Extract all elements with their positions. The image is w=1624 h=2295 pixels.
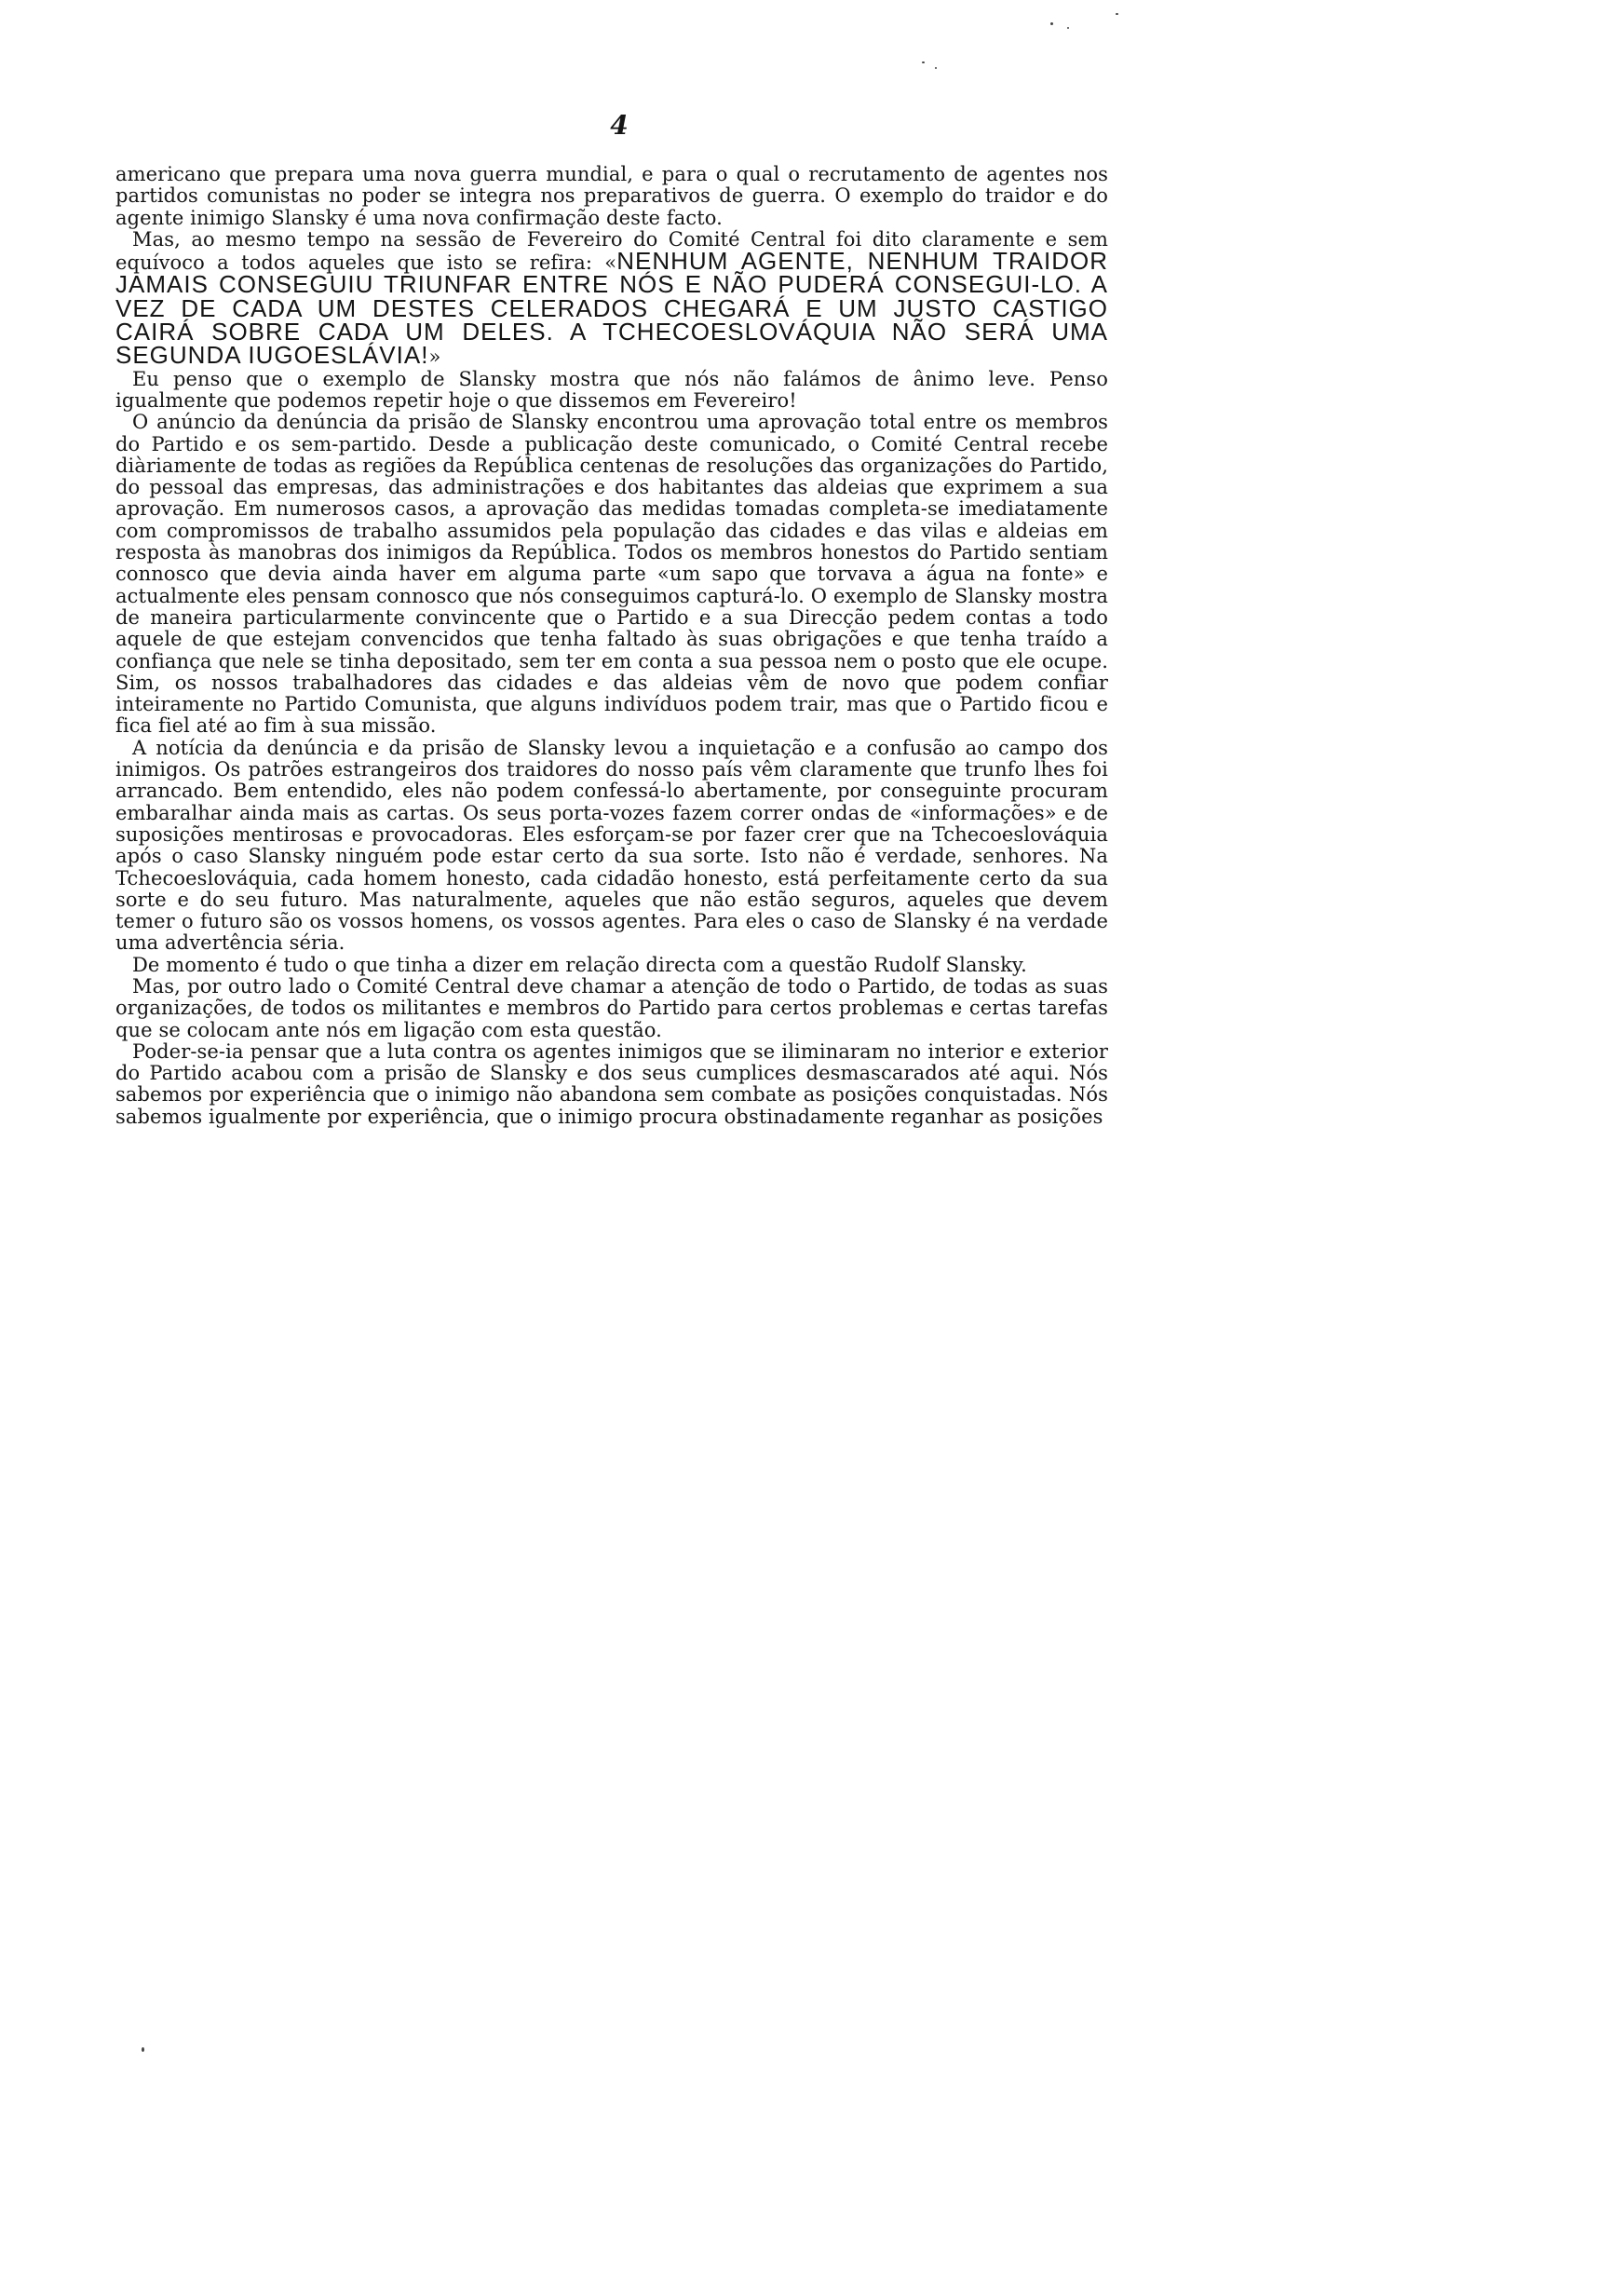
paragraph-2-lead: Mas, ao mesmo tempo na sessão de Fevereiro do Comité Central foi dito claramente e sem equívoco a todos aqueles que isto se refira: « <box>115 227 1108 275</box>
page-number: 4 <box>610 110 629 141</box>
paragraph-5: A notícia da denúncia e da prisão de Slansky levou a inquietação e a confusão ao campo dos inimigos. Os patrões estrangeiros dos traidores do nosso país vêm claramente que trunfo lhes foi arrancado. Bem entendido, eles não podem confessá-lo abertamente, por conseguinte procuram embaralhar ainda mais as cartas. Os seus porta-vozes fazem correr ondas de «informações» e de suposições mentirosas e provocadoras. Eles esforçam-se por fazer crer que na Tchecoeslováquia após o caso Slansky ninguém pode estar certo da sua sorte. Isto não é verdade, senhores. Na Tchecoeslováquia, cada homem honesto, cada cidadão honesto, está perfeitamente certo da sua sorte e do seu futuro. Mas naturalmente, aqueles que não estão seguros, aqueles que devem temer o futuro são os vossos homens, os vossos agentes. Para eles o caso de Slansky é na verdade uma advertência séria. <box>115 736 1108 955</box>
paragraph-6: De momento é tudo o que tinha a dizer em relação directa com a questão Rudolf Slansky. <box>132 953 1027 976</box>
scan-speck <box>1067 27 1069 29</box>
scan-speck <box>1050 22 1053 25</box>
paragraph-8: Poder-se-ia pensar que a luta contra os agentes inimigos que se iliminaram no interior e exterior do Partido acabou com a prisão de Slansky e dos seus cumplices desmascarados até aqui. Nós sabemos por experiência que o inimigo não abandona sem combate as posições conquistadas. Nós sabemos igualmente por experiência, que o inimigo procura obstinadamente reganhar as posições <box>115 1039 1108 1128</box>
paragraph-3: Eu penso que o exemplo de Slansky mostra que nós não falámos de ânimo leve. Penso igualmente que podemos repetir hoje o que dissemos em Fevereiro! <box>115 367 1108 412</box>
article-body <box>115 164 1108 1128</box>
scan-speck <box>922 61 925 63</box>
paragraph-2 <box>115 229 1108 369</box>
scan-speck <box>1116 13 1118 15</box>
paragraph-7: Mas, por outro lado o Comité Central deve chamar a atenção de todo o Partido, de todas as suas organizações, de todos os militantes e membros do Partido para certos problemas e certas tarefas que se colocam ante nós em ligação com esta questão. <box>115 974 1108 1041</box>
paragraph-1: americano que prepara uma nova guerra mundial, e para o qual o recrutamento de agentes nos partidos comunistas no poder se integra nos preparativos de guerra. O exemplo do traidor e do agente inimigo Slansky é uma nova confirmação deste facto. <box>115 163 1108 229</box>
scan-speck <box>935 67 937 69</box>
scan-speck <box>142 2047 144 2052</box>
paragraph-2-quote-emphasis: NENHUM AGENTE, NENHUM TRAIDOR JAMAIS CONSEGUIU TRIUNFAR ENTRE NÓS E NÃO PUDERÁ CONSEGUI-LO. A VEZ DE CADA UM DESTES CELERADOS CHEGARÁ E UM JUSTO CASTIGO CAIRÁ SOBRE CADA UM DELES. A TCHECOESLOVÁQUIA NÃO SERÁ UMA SEGUNDA IUGOESLÁVIA! <box>115 247 1108 370</box>
paragraph-2-quote-close: » <box>428 346 441 369</box>
paragraph-4: O anúncio da denúncia da prisão de Slansky encontrou uma aprovação total entre os membros do Partido e os sem-partido. Desde a publicação deste comunicado, o Comité Central recebe diàriamente de todas as regiões da República centenas de resoluções das organizações do Partido, do pessoal das empresas, das administrações e dos habitantes das aldeias que exprimem a sua aprovação. Em numerosos casos, a aprovação das medidas tomadas completa-se imediatamente com compromissos de trabalho assumidos pela população das cidades e das vilas e aldeias em resposta às manobras dos inimigos da República. Todos os membros honestos do Partido sentiam connosco que devia ainda haver em alguma parte «um sapo que torvava a água na fonte» e actualmente eles pensam connosco que nós conseguimos capturá-lo. O exemplo de Slansky mostra de maneira particularmente convincente que o Partido e a sua Direcção pedem contas a todo aquele de que estejam convencidos que tenha faltado às suas obrigações e que tenha traído a confiança que nele se tinha depositado, sem ter em conta a sua pessoa nem o posto que ele ocupe. Sim, os nossos trabalhadores das cidades e das aldeias vêm de novo que podem confiar inteiramente no Partido Comunista, que alguns indivíduos podem trair, mas que o Partido ficou e fica fiel até ao fim à sua missão. <box>115 411 1108 738</box>
